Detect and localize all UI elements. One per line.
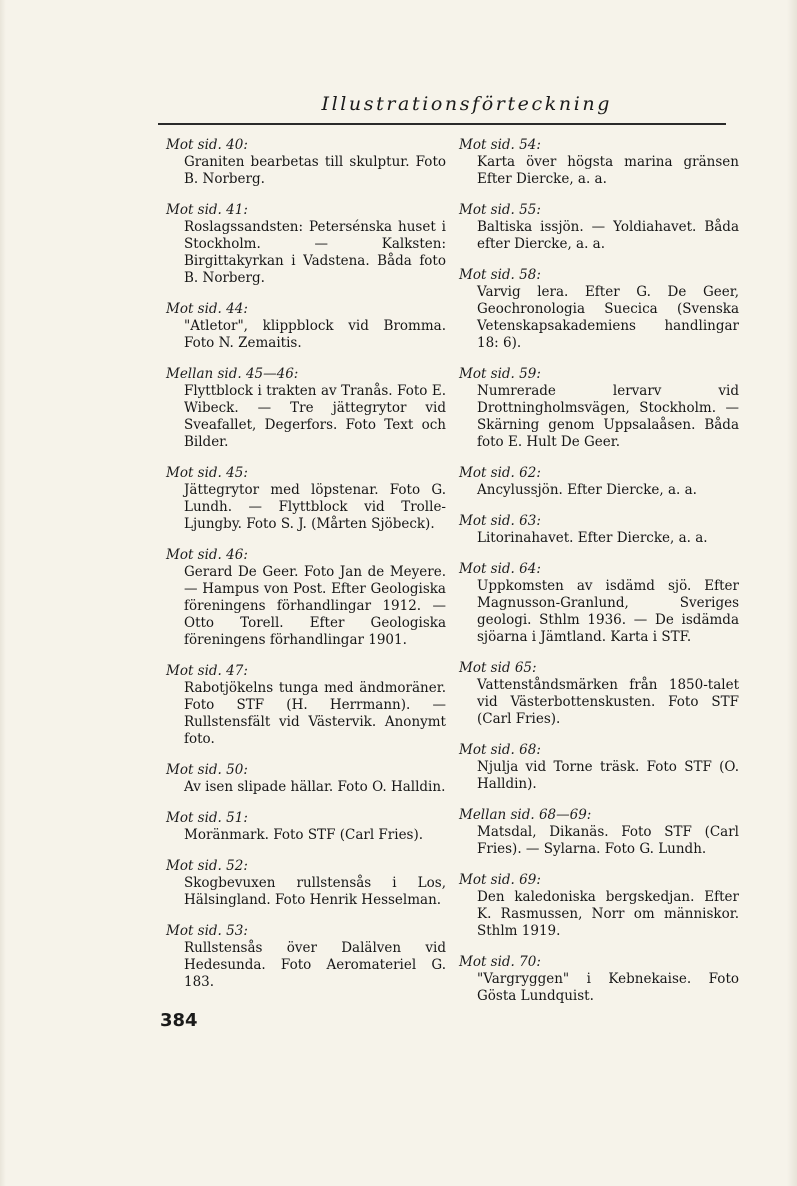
entry-text: Moränmark. Foto STF (Carl Fries).	[184, 827, 424, 843]
entry-text: Roslagssandsten: Petersénska huset i Stockholm. — Kalksten: Birgittakyrkan i Vadstena. Båda foto B. Norberg.	[184, 219, 446, 286]
list-item	[459, 807, 739, 858]
list-item	[459, 137, 739, 188]
entry-text: Graniten bearbetas till skulptur. Foto B. Norberg.	[184, 154, 446, 187]
entry-ref: Mot sid. 45:	[166, 465, 248, 481]
left-column	[166, 137, 446, 1005]
list-item	[459, 561, 739, 646]
list-item	[166, 858, 446, 909]
entry-text: "Vargryggen" i Kebnekaise. Foto Gösta Lundquist.	[477, 971, 739, 1004]
entry-text: Baltiska issjön. — Yoldiahavet. Båda efter Diercke, a. a.	[477, 219, 739, 252]
list-item	[166, 923, 446, 991]
entry-ref: Mot sid. 58:	[459, 267, 541, 283]
entry-text: Matsdal, Dikanäs. Foto STF (Carl Fries). — Sylarna. Foto G. Lundh.	[477, 824, 739, 857]
running-header: Illustrationsförteckning	[321, 93, 612, 115]
entry-ref: Mot sid. 44:	[166, 301, 248, 317]
list-item	[166, 762, 446, 796]
entry-text: Uppkomsten av isdämd sjö. Efter Magnusson-Granlund, Sveriges geologi. Sthlm 1936. — De isdämda sjöarna i Jämtland. Karta i STF.	[477, 578, 739, 645]
entry-text: Den kaledoniska bergskedjan. Efter K. Rasmussen, Norr om människor. Sthlm 1919.	[477, 889, 739, 939]
entry-ref: Mot sid. 51:	[166, 810, 248, 826]
entry-text: Vattenståndsmärken från 1850-talet vid Västerbottenskusten. Foto STF (Carl Fries).	[477, 677, 739, 727]
list-item	[166, 810, 446, 844]
page-edge-left	[0, 0, 6, 1186]
entry-ref: Mot sid. 50:	[166, 762, 248, 778]
list-item	[166, 663, 446, 748]
entry-ref: Mot sid. 46:	[166, 547, 248, 563]
entry-ref: Mot sid. 54:	[459, 137, 541, 153]
list-item	[166, 547, 446, 649]
right-column	[459, 137, 739, 1019]
list-item	[166, 202, 446, 287]
entry-ref: Mot sid. 47:	[166, 663, 248, 679]
entry-text: Jättegrytor med löpstenar. Foto G. Lundh. — Flyttblock vid Trolle-Ljungby. Foto S. J. (Mårten Sjöbeck).	[184, 482, 446, 532]
entry-ref: Mot sid. 69:	[459, 872, 541, 888]
entry-text: Rabotjökelns tunga med ändmoräner. Foto STF (H. Herrmann). — Rullstensfält vid Västervik. Anonymt foto.	[184, 680, 446, 747]
entry-text: Numrerade lervarv vid Drottningholmsvägen, Stockholm. — Skärning genom Uppsalaåsen. Båda foto E. Hult De Geer.	[477, 383, 739, 450]
list-item	[459, 366, 739, 451]
list-item	[166, 465, 446, 533]
entry-text: Karta över högsta marina gränsen Efter Diercke, a. a.	[477, 154, 739, 187]
entry-ref: Mot sid. 64:	[459, 561, 541, 577]
list-item	[166, 366, 446, 451]
entry-text: Skogbevuxen rullstensås i Los, Hälsingland. Foto Henrik Hesselman.	[184, 875, 446, 908]
list-item	[459, 742, 739, 793]
entry-ref: Mot sid. 70:	[459, 954, 541, 970]
entry-ref: Mellan sid. 68—69:	[459, 807, 592, 823]
entry-ref: Mot sid. 53:	[166, 923, 248, 939]
entry-ref: Mellan sid. 45—46:	[166, 366, 299, 382]
entry-text: Gerard De Geer. Foto Jan de Meyere. — Hampus von Post. Efter Geologiska föreningens förhandlingar 1912. — Otto Torell. Efter Geologiska föreningens förhandlingar 1901.	[184, 564, 446, 648]
entry-text: Njulja vid Torne träsk. Foto STF (O. Halldin).	[477, 759, 739, 792]
entry-ref: Mot sid. 68:	[459, 742, 541, 758]
list-item	[166, 137, 446, 188]
entry-text: Varvig lera. Efter G. De Geer, Geochronologia Suecica (Svenska Vetenskapsakademiens handlingar 18: 6).	[477, 284, 739, 351]
entry-ref: Mot sid. 41:	[166, 202, 248, 218]
entry-ref: Mot sid. 52:	[166, 858, 248, 874]
entry-ref: Mot sid. 40:	[166, 137, 248, 153]
list-item	[166, 301, 446, 352]
list-item	[459, 954, 739, 1005]
list-item	[459, 513, 739, 547]
entry-ref: Mot sid. 59:	[459, 366, 541, 382]
entry-ref: Mot sid. 55:	[459, 202, 541, 218]
entry-text: Ancylussjön. Efter Diercke, a. a.	[477, 482, 697, 498]
header-rule	[158, 123, 726, 125]
entry-text: Litorinahavet. Efter Diercke, a. a.	[477, 530, 708, 546]
list-item	[459, 267, 739, 352]
entry-text: Av isen slipade hällar. Foto O. Halldin.	[184, 779, 446, 795]
list-item	[459, 872, 739, 940]
entry-ref: Mot sid. 62:	[459, 465, 541, 481]
page-number: 384	[160, 1010, 198, 1031]
list-item	[459, 202, 739, 253]
entry-ref: Mot sid. 63:	[459, 513, 541, 529]
entry-text: Flyttblock i trakten av Tranås. Foto E. Wibeck. — Tre jättegrytor vid Sveafallet, Degerfors. Foto Text och Bilder.	[184, 383, 446, 450]
entry-ref: Mot sid 65:	[459, 660, 537, 676]
entry-text: Rullstensås över Dalälven vid Hedesunda. Foto Aeromateriel G. 183.	[184, 940, 446, 990]
list-item	[459, 465, 739, 499]
page-edge-right	[787, 0, 797, 1186]
list-item	[459, 660, 739, 728]
entry-text: "Atletor", klippblock vid Bromma. Foto N. Zemaitis.	[184, 318, 446, 351]
